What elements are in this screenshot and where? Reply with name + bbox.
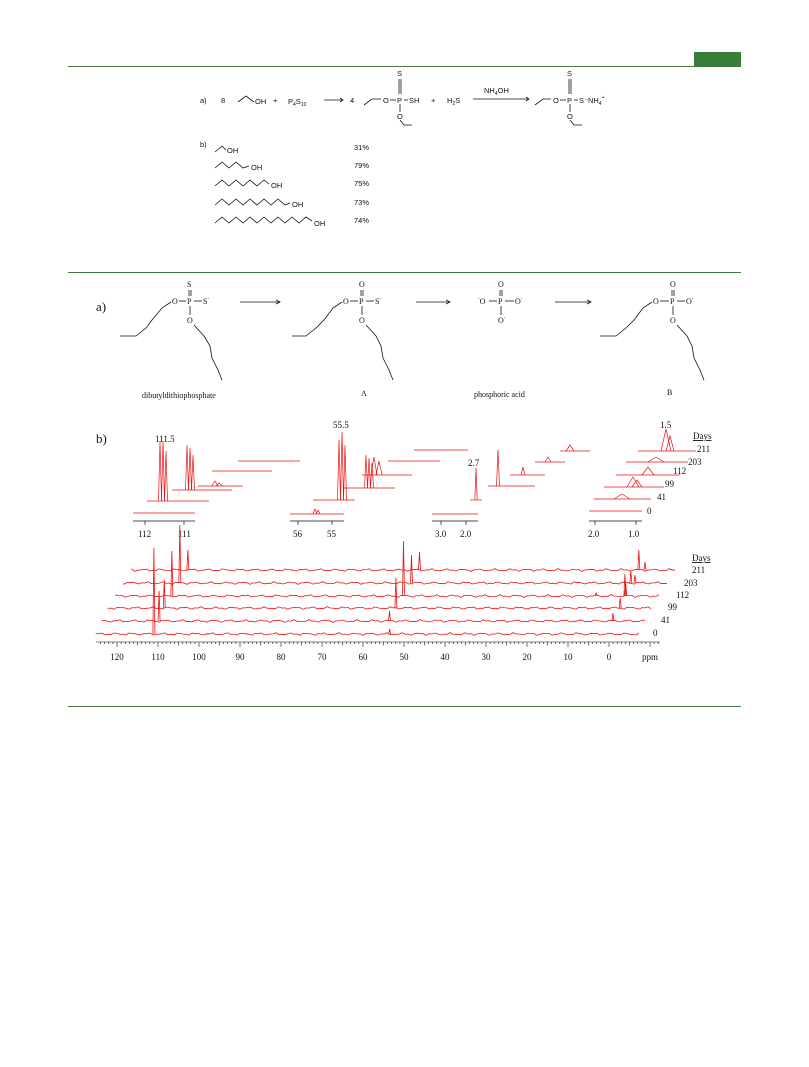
- inset2-5-peak-0: [566, 445, 574, 451]
- b-o1: O: [653, 297, 659, 306]
- inset-axis2-55: 55: [327, 529, 336, 539]
- dtpa-s: S: [397, 69, 403, 78]
- spectrum-peak-2-0: [163, 580, 165, 608]
- dibutyl-s: S: [187, 280, 192, 289]
- name-b: B: [667, 388, 673, 397]
- inset111-2-peak-1: [189, 448, 192, 490]
- spectrum-peak-0-1: [389, 629, 391, 634]
- spectrum-peak-1-2: [612, 613, 614, 621]
- peak-label-27: 2.7: [468, 458, 480, 468]
- inset1-5-peak-0: [661, 429, 671, 451]
- dtpa-p: P: [397, 96, 403, 105]
- main-tick-label: 40: [440, 652, 450, 662]
- reagent-nh4oh: $NH_4OH$: [484, 86, 509, 97]
- inset2-3-peak-0: [521, 467, 525, 475]
- inset1-3-peak-0: [642, 467, 654, 475]
- inset-day-203: 203: [688, 457, 702, 467]
- inset-day-112: 112: [673, 466, 687, 476]
- b-o-top: O: [670, 280, 676, 289]
- name-phosphoric: phosphoric acid: [474, 390, 525, 399]
- spectrum-peak-4-3: [634, 575, 636, 583]
- p4s10-formula: $P_4S_{10}$: [288, 97, 307, 108]
- inset2-4-peak-0: [545, 457, 551, 462]
- inset55-2-peak-2: [371, 463, 374, 488]
- main-days-title: Days: [692, 553, 711, 563]
- spectrum-baseline-5: [132, 569, 675, 572]
- dtpa-sh: SH: [409, 96, 420, 105]
- inset-day-211: 211: [697, 444, 711, 454]
- spectrum-peak-4-2: [630, 571, 632, 583]
- inset55-0-peak-1: [316, 510, 320, 514]
- main-tick-label: 120: [110, 652, 124, 662]
- main-tick-labels: [110, 652, 612, 662]
- inset-day-41: 41: [657, 492, 666, 502]
- main-tick-label: 80: [276, 652, 286, 662]
- spectrum-baseline-0: [96, 633, 639, 636]
- spectrum-peak-3-1: [403, 541, 405, 596]
- main-tick-label: 50: [399, 652, 409, 662]
- inset111-2-peak-2: [192, 455, 195, 490]
- inset1-5-peak-1: [666, 436, 674, 451]
- inset-axis4-20: 2.0: [588, 529, 600, 539]
- plus-1: +: [273, 96, 278, 105]
- spectrum-peak-5-3: [644, 562, 646, 570]
- spectrum-peak-1-0: [158, 591, 160, 621]
- a-o-top: O: [359, 280, 365, 289]
- plus-2: +: [431, 96, 436, 105]
- alcohol-oh-4: OH: [292, 200, 304, 209]
- pa-o-right: O-: [515, 297, 523, 306]
- spectrum-baseline-2: [108, 607, 651, 610]
- inset-axis4-10: 1.0: [628, 529, 640, 539]
- pa-o-left: -O: [478, 297, 486, 306]
- dibutyl-sminus: S-: [203, 297, 210, 306]
- spectrum-peak-5-2: [638, 550, 640, 570]
- inset-axis3-30: 3.0: [435, 529, 447, 539]
- main-tick-label: 10: [563, 652, 573, 662]
- salt-p: P: [567, 96, 573, 105]
- inset55-1-peak-1: [341, 432, 344, 500]
- inset-axis3-20: 2.0: [460, 529, 472, 539]
- scheme1-label-b: b): [200, 140, 207, 149]
- inset-days-title: Days: [693, 431, 712, 441]
- spectrum-baseline-3: [116, 595, 659, 598]
- inset2-1-peak-0: [475, 468, 477, 500]
- yield-1: 31%: [354, 143, 370, 152]
- a-o2: O: [359, 316, 365, 325]
- pa-o-bottom: O-: [498, 316, 506, 325]
- alcohol-oh-3: OH: [271, 181, 283, 190]
- inset2-2-peak-0: [497, 450, 500, 486]
- scheme2-label-a: a): [96, 299, 107, 314]
- yield-2: 79%: [354, 161, 370, 170]
- scheme1: [200, 69, 605, 228]
- yield-5: 74%: [354, 216, 370, 225]
- inset111-1-peak-1: [162, 441, 165, 501]
- b-p: P: [670, 297, 675, 306]
- spectrum-peak-3-4: [595, 593, 597, 596]
- inset111-1-peak-0: [159, 441, 162, 501]
- spectrum-peak-3-0: [171, 551, 173, 596]
- salt-o1: O: [553, 96, 559, 105]
- name-dibutyl: dibutyldithiophosphate: [142, 391, 216, 400]
- scheme2-label-b: b): [96, 431, 107, 446]
- main-tick-label: 90: [235, 652, 245, 662]
- inset-axis1-112: 112: [138, 529, 152, 539]
- main-unit: ppm: [642, 652, 659, 662]
- main-tick-label: 100: [192, 652, 206, 662]
- alcohol-oh-5: OH: [314, 219, 326, 228]
- spectrum-peak-2-2: [619, 598, 621, 608]
- spectrum-peak-4-1: [411, 555, 413, 583]
- main-tick-label: 30: [481, 652, 491, 662]
- salt-ammonium: $S^-NH_4^+$: [579, 95, 605, 107]
- alcohol-oh-2: OH: [251, 163, 263, 172]
- peak-label-555: 55.5: [333, 420, 349, 430]
- main-ticks: [101, 642, 659, 647]
- peak-label-15: 1.5: [660, 420, 672, 430]
- dtpa-o1: O: [383, 96, 389, 105]
- inset55-1-peak-2: [344, 445, 347, 500]
- scheme2a-bonds: [120, 290, 704, 380]
- h2s-formula: $H_2S$: [447, 96, 461, 107]
- alcohol-oh-1: OH: [227, 146, 239, 155]
- dibutyl-p: P: [187, 297, 192, 306]
- inset-day-0: 0: [647, 506, 652, 516]
- dibutyl-o2: O: [187, 316, 193, 325]
- b-ominus: O-: [686, 297, 694, 306]
- inset1-4-peak-0: [648, 457, 664, 462]
- name-a: A: [361, 389, 367, 398]
- spectrum-peak-2-1: [395, 578, 397, 608]
- main-spectra: [96, 525, 675, 635]
- main-tick-label: 70: [317, 652, 327, 662]
- dibutyl-o1: O: [172, 297, 178, 306]
- inset-spectra: [133, 429, 696, 514]
- main-tick-label: 20: [522, 652, 532, 662]
- product-coefficient: 4: [350, 96, 355, 105]
- scheme1-label-a: a): [200, 96, 207, 105]
- inset55-2-peak-0: [365, 455, 368, 488]
- a-o1: O: [343, 297, 349, 306]
- pa-p: P: [498, 297, 503, 306]
- inset55-1-peak-0: [338, 440, 341, 500]
- a-p: P: [359, 297, 364, 306]
- inset1-1-peak-0: [614, 494, 630, 499]
- main-day-211: 211: [692, 565, 706, 575]
- main-tick-label: 110: [151, 652, 165, 662]
- yield-3: 75%: [354, 179, 370, 188]
- yield-4: 73%: [354, 198, 370, 207]
- main-day-112: 112: [676, 590, 690, 600]
- ethanol-oh: OH: [255, 97, 267, 106]
- b-o2: O: [670, 316, 676, 325]
- inset111-1-peak-2: [165, 451, 168, 501]
- main-day-0: 0: [653, 628, 658, 638]
- dtpa-o2: O: [397, 112, 403, 121]
- scheme2a: [96, 280, 694, 400]
- main-day-203: 203: [684, 578, 698, 588]
- spectrum-peak-5-0: [187, 550, 189, 570]
- salt-o2: O: [567, 112, 573, 121]
- spectrum-peak-1-1: [389, 611, 391, 621]
- salt-s: S: [567, 69, 573, 78]
- main-tick-label: 0: [606, 652, 612, 662]
- spectrum-baseline-1: [102, 620, 645, 623]
- inset-day-99: 99: [665, 479, 674, 489]
- inset-axis1-111: 111: [178, 529, 191, 539]
- peak-label-1115: 111.5: [155, 434, 175, 444]
- pa-o-top: O: [498, 280, 504, 289]
- ethanol-coefficient: 8: [221, 96, 226, 105]
- main-tick-label: 60: [358, 652, 368, 662]
- inset-axes: [133, 521, 642, 525]
- a-sminus: S-: [375, 297, 382, 306]
- main-day-99: 99: [668, 602, 677, 612]
- inset-axis2-56: 56: [293, 529, 302, 539]
- inset111-2-peak-0: [186, 445, 189, 490]
- spectrum-peak-5-1: [419, 552, 421, 570]
- main-day-41: 41: [661, 615, 670, 625]
- inset55-2-peak-1: [368, 458, 371, 488]
